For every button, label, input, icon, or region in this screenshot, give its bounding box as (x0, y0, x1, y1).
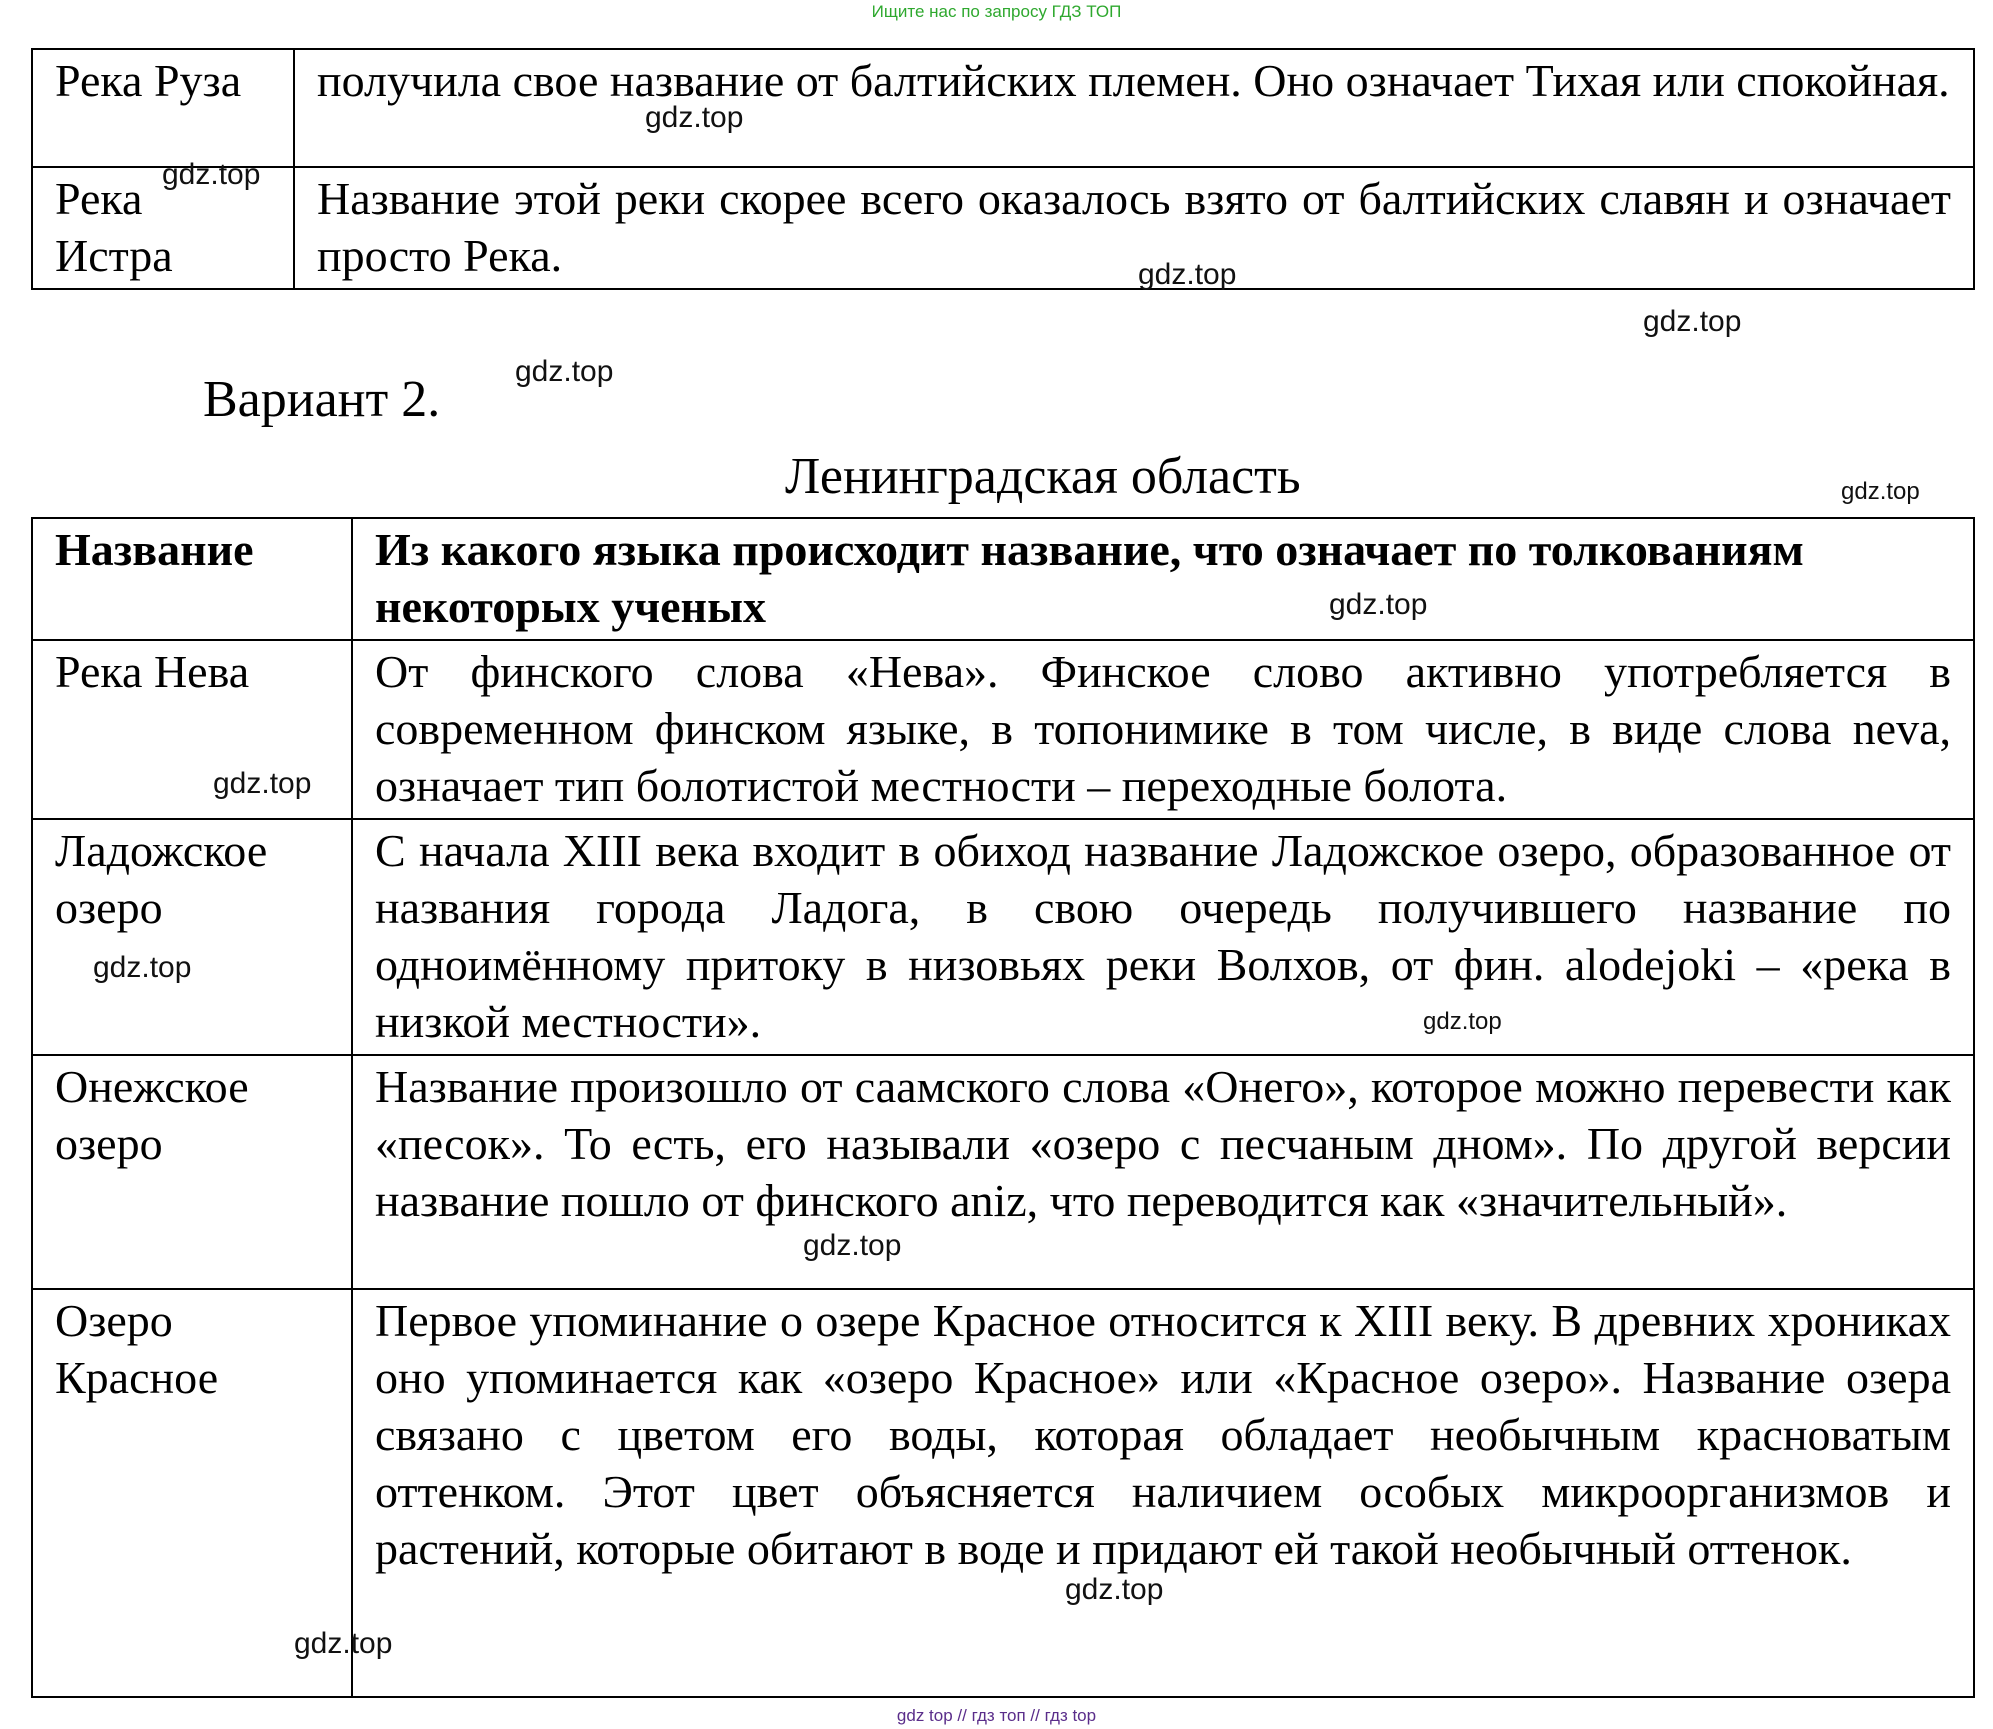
table-row (32, 49, 1974, 167)
description-cell: От финского слова «Нева». Финское слово активно употребляется в современном финском языке, в топонимике в том числе, в виде слова neva, означает тип болотистой местности – переходные болота. (352, 640, 1974, 819)
search-hint-banner: Ищите нас по запросу ГДЗ ТОП (871, 2, 1122, 21)
watermark: gdz.top (1423, 1008, 1502, 1035)
table-row (32, 819, 1974, 1055)
name-cell: Ладожское озеро (32, 819, 352, 1055)
header-name-cell: Название (32, 518, 352, 640)
variant-heading: Вариант 2. (203, 371, 441, 428)
watermark: gdz.top (1841, 478, 1920, 505)
footer-links: gdz top // гдз топ // гдз top (896, 1706, 1097, 1725)
name-cell: Река Нева (32, 640, 352, 819)
watermark: gdz.top (803, 1229, 902, 1262)
leningrad-toponyms-table (31, 517, 1975, 1698)
watermark: gdz.top (162, 158, 261, 191)
watermark: gdz.top (1329, 588, 1428, 621)
description-cell: С начала XIII века входит в обиход название Ладожское озеро, образованное от названия города Ладога, в свою очередь получившего название по одноимённому притоку в низовьях реки Волхов, от фин. alodejoki – «река в низкой местности». (352, 819, 1974, 1055)
watermark: gdz.top (213, 767, 312, 800)
table-row (32, 1055, 1974, 1289)
description-cell: Название произошло от саамского слова «Онего», которое можно перевести как «песок». То есть, его называли «озеро с песчаным дном». По другой версии название пошло от финского aniz, что переводится как «значительный». (352, 1055, 1974, 1289)
watermark: gdz.top (1138, 258, 1237, 291)
watermark: gdz.top (515, 355, 614, 388)
watermark: gdz.top (93, 951, 192, 984)
description-cell: Название этой реки скорее всего оказалось взято от балтийских славян и означает просто Река. (294, 167, 1974, 289)
name-cell: Онежское озеро (32, 1055, 352, 1289)
table-row (32, 640, 1974, 819)
watermark: gdz.top (1643, 305, 1742, 338)
name-cell: Река Руза (32, 49, 294, 167)
description-cell: получила свое название от балтийских племен. Оно означает Тихая или спокойная. (294, 49, 1974, 167)
region-title: Ленинградская область (785, 448, 1301, 505)
watermark: gdz.top (294, 1627, 393, 1660)
watermark: gdz.top (1065, 1573, 1164, 1606)
name-cell: Озеро Красное (32, 1289, 352, 1697)
table-header-row (32, 518, 1974, 640)
rivers-table-continued (31, 48, 1975, 290)
watermark: gdz.top (645, 101, 744, 134)
description-cell: Первое упоминание о озере Красное относится к XIII веку. В древних хрониках оно упоминается как «озеро Красное» или «Красное озеро». Название озера связано с цветом его воды, которая обладает необычным красноватым оттенком. Этот цвет объясняется наличием особых микроорганизмов и растений, которые обитают в воде и придают ей такой необычный оттенок. (352, 1289, 1974, 1697)
table-row (32, 167, 1974, 289)
name-cell: Река Истра (32, 167, 294, 289)
header-text-cell: Из какого языка происходит название, что означает по толкованиям некоторых ученых (352, 518, 1974, 640)
